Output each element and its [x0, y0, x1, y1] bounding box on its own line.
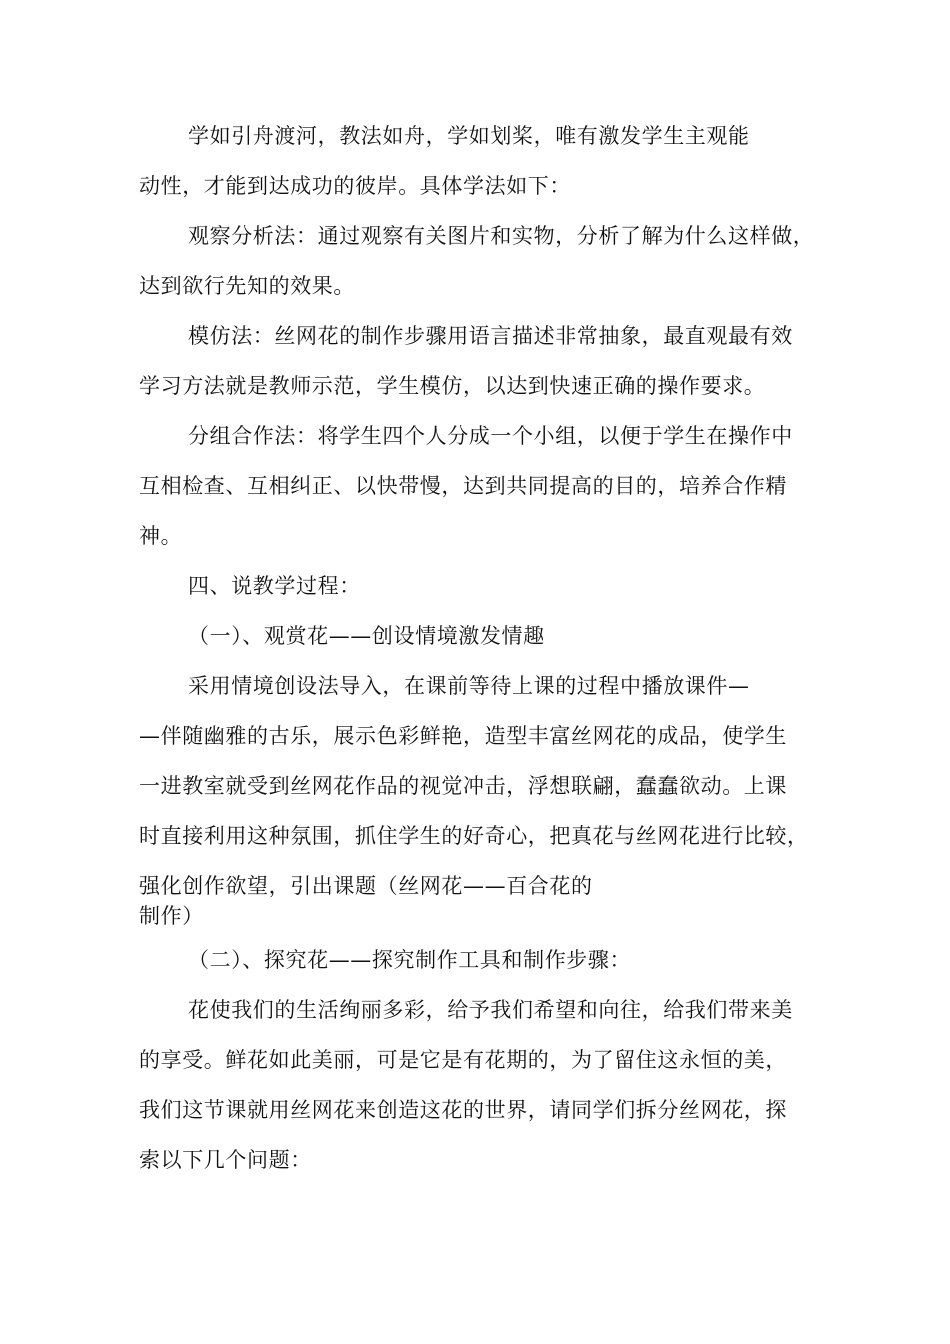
paragraph-line: 模仿法：丝网花的制作步骤用语言描述非常抽象，最直观最有效 — [188, 324, 793, 348]
paragraph-line: 的享受。鲜花如此美丽，可是它是有花期的，为了留住这永恒的美， — [139, 1048, 787, 1072]
paragraph-line: 分组合作法：将学生四个人分成一个小组，以便于学生在操作中 — [188, 424, 793, 448]
paragraph-line: 互相检查、互相纠正、以快带慢，达到共同提高的目的，培养合作精 — [139, 474, 787, 498]
paragraph-line: 一进教室就受到丝网花作品的视觉冲击，浮想联翩，蠢蠢欲动。上课 — [139, 774, 787, 798]
paragraph-line: 索以下几个问题： — [139, 1148, 312, 1172]
subsection-heading: （一）、观赏花——创设情境激发情趣 — [188, 624, 545, 648]
paragraph-line: 学习方法就是教师示范，学生模仿，以达到快速正确的操作要求。 — [139, 374, 766, 398]
paragraph-line: 动性，才能到达成功的彼岸。具体学法如下： — [139, 174, 571, 198]
paragraph-line: 学如引舟渡河，教法如舟，学如划桨，唯有激发学生主观能 — [188, 124, 750, 148]
section-heading: 四、说教学过程： — [188, 574, 361, 598]
paragraph-line: 观察分析法：通过观察有关图片和实物，分析了解为什么这样做， — [188, 224, 815, 248]
paragraph-line: 达到欲行先知的效果。 — [139, 274, 355, 298]
subsection-heading: （二）、探究花——探究制作工具和制作步骤： — [188, 948, 632, 972]
paragraph-line: 制作） — [139, 904, 204, 928]
paragraph-line: —伴随幽雅的古乐，展示色彩鲜艳，造型丰富丝网花的成品，使学生 — [139, 724, 787, 748]
paragraph-line: 神。 — [139, 524, 183, 548]
paragraph-line: 我们这节课就用丝网花来创造这花的世界，请同学们拆分丝网花，探 — [139, 1098, 787, 1122]
paragraph-line: 强化创作欲望，引出课题（丝网花——百合花的 — [139, 874, 593, 898]
paragraph-line: 花使我们的生活绚丽多彩，给予我们希望和向往，给我们带来美 — [188, 998, 793, 1022]
paragraph-line: 时直接利用这种氛围，抓住学生的好奇心，把真花与丝网花进行比较， — [139, 824, 809, 848]
paragraph-line: 采用情境创设法导入，在课前等待上课的过程中播放课件— — [188, 674, 750, 698]
